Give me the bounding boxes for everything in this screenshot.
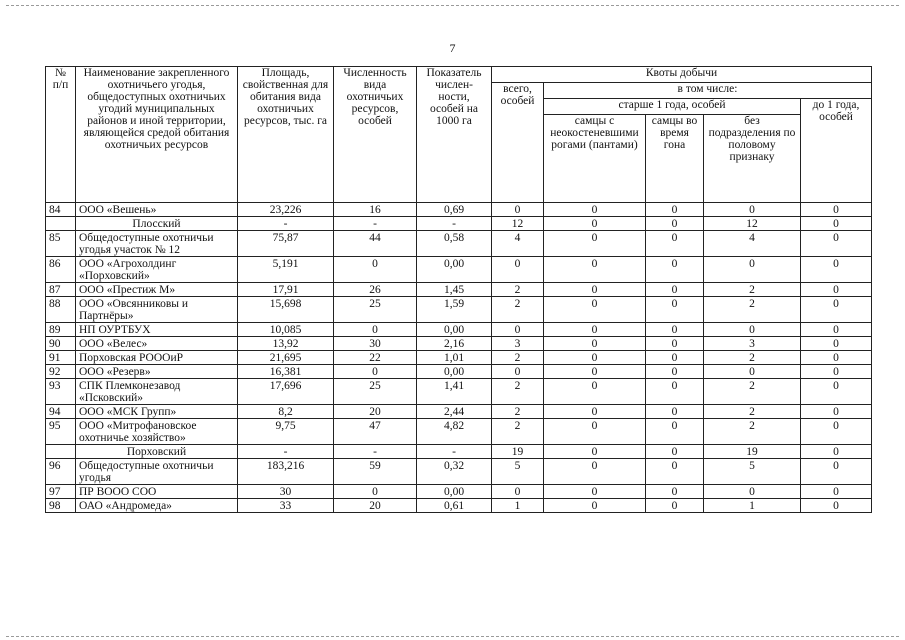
table-row bbox=[46, 459, 872, 485]
cell-males-antlers: 0 bbox=[544, 217, 646, 231]
cell-males-antlers: 0 bbox=[544, 365, 646, 379]
table-row bbox=[46, 499, 872, 513]
table-row bbox=[46, 297, 872, 323]
cell-up-to-1: 0 bbox=[801, 283, 872, 297]
cell-males-rut: 0 bbox=[646, 337, 704, 351]
cell-total: 4 bbox=[492, 231, 544, 257]
cell-males-antlers: 0 bbox=[544, 283, 646, 297]
cell-area: 10,085 bbox=[238, 323, 334, 337]
table-row bbox=[46, 203, 872, 217]
cell-up-to-1: 0 bbox=[801, 217, 872, 231]
cell-total: 0 bbox=[492, 323, 544, 337]
cell-index: 0,32 bbox=[417, 459, 492, 485]
cell-name: ООО «Велес» bbox=[76, 337, 238, 351]
cell-area: 9,75 bbox=[238, 419, 334, 445]
cell-males-antlers: 0 bbox=[544, 203, 646, 217]
cell-area: 183,216 bbox=[238, 459, 334, 485]
cell-males-rut: 0 bbox=[646, 499, 704, 513]
cell-count: 47 bbox=[334, 419, 417, 445]
cell-no-sex: 0 bbox=[704, 323, 801, 337]
cell-count: - bbox=[334, 445, 417, 459]
cell-total: 1 bbox=[492, 499, 544, 513]
cell-name: Порховская РОООиР bbox=[76, 351, 238, 365]
header-name: Наименование закрепленного охотничьего угодья, общедоступных охотничьих угодий муниципальных районов и иной территории, являющейся средой обитания охотничьих ресурсов bbox=[76, 67, 238, 203]
cell-up-to-1: 0 bbox=[801, 337, 872, 351]
cell-num: 84 bbox=[46, 203, 76, 217]
cell-males-rut: 0 bbox=[646, 323, 704, 337]
cell-name: ООО «Престиж М» bbox=[76, 283, 238, 297]
header-quotas: Квоты добычи bbox=[492, 67, 872, 83]
cell-males-rut: 0 bbox=[646, 379, 704, 405]
cell-num: 85 bbox=[46, 231, 76, 257]
cell-up-to-1: 0 bbox=[801, 405, 872, 419]
cell-up-to-1: 0 bbox=[801, 459, 872, 485]
cell-index: 0,00 bbox=[417, 485, 492, 499]
cell-area: 33 bbox=[238, 499, 334, 513]
header-including: в том числе: bbox=[544, 83, 872, 99]
cell-count: 25 bbox=[334, 379, 417, 405]
cell-up-to-1: 0 bbox=[801, 351, 872, 365]
cell-index: 2,16 bbox=[417, 337, 492, 351]
cell-count: 0 bbox=[334, 365, 417, 379]
cell-count: 0 bbox=[334, 485, 417, 499]
cell-count: 0 bbox=[334, 323, 417, 337]
cell-area: 30 bbox=[238, 485, 334, 499]
cell-num: 95 bbox=[46, 419, 76, 445]
cell-total: 0 bbox=[492, 257, 544, 283]
cell-index: 4,82 bbox=[417, 419, 492, 445]
cell-area: 21,695 bbox=[238, 351, 334, 365]
cell-area: 8,2 bbox=[238, 405, 334, 419]
cell-males-rut: 0 bbox=[646, 231, 704, 257]
cell-up-to-1: 0 bbox=[801, 203, 872, 217]
cell-up-to-1: 0 bbox=[801, 445, 872, 459]
cell-up-to-1: 0 bbox=[801, 365, 872, 379]
cell-no-sex: 0 bbox=[704, 257, 801, 283]
header-older: старше 1 года, особей bbox=[544, 99, 801, 115]
table-row bbox=[46, 257, 872, 283]
header-males-antlers: самцы с неокостеневшими рогами (пантами) bbox=[544, 115, 646, 203]
header-area: Площадь, свойственная для обитания вида охотничьих ресурсов, тыс. га bbox=[238, 67, 334, 203]
cell-num: 86 bbox=[46, 257, 76, 283]
cell-total: 0 bbox=[492, 485, 544, 499]
district-row bbox=[46, 217, 872, 231]
cell-num: 89 bbox=[46, 323, 76, 337]
cell-total: 0 bbox=[492, 365, 544, 379]
header-num: № п/п bbox=[46, 67, 76, 203]
cell-index: 1,01 bbox=[417, 351, 492, 365]
cell-no-sex: 2 bbox=[704, 419, 801, 445]
cell-up-to-1: 0 bbox=[801, 257, 872, 283]
cell-name: Плосский bbox=[76, 217, 238, 231]
cell-name: ПР ВООО СОО bbox=[76, 485, 238, 499]
cell-num: 96 bbox=[46, 459, 76, 485]
cell-males-rut: 0 bbox=[646, 297, 704, 323]
cell-no-sex: 2 bbox=[704, 297, 801, 323]
cell-name: Общедоступные охотничьи угодья участок № 12 bbox=[76, 231, 238, 257]
table-row bbox=[46, 283, 872, 297]
cell-name: ООО «МСК Групп» bbox=[76, 405, 238, 419]
quota-table bbox=[45, 66, 872, 513]
table-row bbox=[46, 337, 872, 351]
cell-num bbox=[46, 445, 76, 459]
cell-males-antlers: 0 bbox=[544, 231, 646, 257]
cell-males-antlers: 0 bbox=[544, 297, 646, 323]
cell-total: 0 bbox=[492, 203, 544, 217]
cell-area: 15,698 bbox=[238, 297, 334, 323]
cell-males-antlers: 0 bbox=[544, 337, 646, 351]
cell-males-antlers: 0 bbox=[544, 379, 646, 405]
cell-area: - bbox=[238, 217, 334, 231]
cell-males-antlers: 0 bbox=[544, 257, 646, 283]
header-up-to-1: до 1 года, особей bbox=[801, 99, 872, 203]
cell-count: 0 bbox=[334, 257, 417, 283]
cell-total: 2 bbox=[492, 283, 544, 297]
cell-count: 22 bbox=[334, 351, 417, 365]
cell-total: 2 bbox=[492, 419, 544, 445]
cell-total: 2 bbox=[492, 405, 544, 419]
header-index: Показатель числен-ности, особей на 1000 га bbox=[417, 67, 492, 203]
cell-males-rut: 0 bbox=[646, 459, 704, 485]
cell-index: 1,41 bbox=[417, 379, 492, 405]
cell-area: - bbox=[238, 445, 334, 459]
cell-name: ООО «Агрохолдинг «Порховский» bbox=[76, 257, 238, 283]
cell-index: 1,45 bbox=[417, 283, 492, 297]
cell-index: - bbox=[417, 445, 492, 459]
cell-males-antlers: 0 bbox=[544, 499, 646, 513]
cell-up-to-1: 0 bbox=[801, 379, 872, 405]
cell-num bbox=[46, 217, 76, 231]
cell-up-to-1: 0 bbox=[801, 499, 872, 513]
cell-name: ООО «Вешень» bbox=[76, 203, 238, 217]
cell-up-to-1: 0 bbox=[801, 297, 872, 323]
cell-count: 44 bbox=[334, 231, 417, 257]
cell-males-rut: 0 bbox=[646, 419, 704, 445]
cell-area: 75,87 bbox=[238, 231, 334, 257]
cell-total: 19 bbox=[492, 445, 544, 459]
cell-males-antlers: 0 bbox=[544, 445, 646, 459]
cell-males-antlers: 0 bbox=[544, 351, 646, 365]
cell-area: 5,191 bbox=[238, 257, 334, 283]
table-row bbox=[46, 485, 872, 499]
cell-index: 0,00 bbox=[417, 323, 492, 337]
cell-count: 25 bbox=[334, 297, 417, 323]
cell-males-rut: 0 bbox=[646, 445, 704, 459]
cell-count: 20 bbox=[334, 499, 417, 513]
table-row bbox=[46, 231, 872, 257]
cell-no-sex: 0 bbox=[704, 485, 801, 499]
cell-no-sex: 0 bbox=[704, 203, 801, 217]
cell-up-to-1: 0 bbox=[801, 231, 872, 257]
cell-total: 2 bbox=[492, 379, 544, 405]
cell-num: 98 bbox=[46, 499, 76, 513]
cell-count: 26 bbox=[334, 283, 417, 297]
cell-males-antlers: 0 bbox=[544, 405, 646, 419]
cell-males-rut: 0 bbox=[646, 405, 704, 419]
cell-index: 0,61 bbox=[417, 499, 492, 513]
cell-index: 0,69 bbox=[417, 203, 492, 217]
cell-males-rut: 0 bbox=[646, 257, 704, 283]
cell-num: 94 bbox=[46, 405, 76, 419]
cell-name: ООО «Митрофановское охотничье хозяйство» bbox=[76, 419, 238, 445]
cell-up-to-1: 0 bbox=[801, 485, 872, 499]
cell-num: 90 bbox=[46, 337, 76, 351]
cell-males-rut: 0 bbox=[646, 485, 704, 499]
header-males-rut: самцы во время гона bbox=[646, 115, 704, 203]
page-number: 7 bbox=[449, 41, 456, 55]
cell-no-sex: 4 bbox=[704, 231, 801, 257]
table-header bbox=[46, 67, 872, 203]
cell-males-antlers: 0 bbox=[544, 419, 646, 445]
cell-no-sex: 2 bbox=[704, 283, 801, 297]
cell-index: 0,00 bbox=[417, 257, 492, 283]
cell-total: 2 bbox=[492, 297, 544, 323]
cell-name: Порховский bbox=[76, 445, 238, 459]
cell-no-sex: 3 bbox=[704, 337, 801, 351]
header-count: Численность вида охотничьих ресурсов, особей bbox=[334, 67, 417, 203]
cell-num: 92 bbox=[46, 365, 76, 379]
cell-total: 3 bbox=[492, 337, 544, 351]
cell-num: 97 bbox=[46, 485, 76, 499]
cell-no-sex: 12 bbox=[704, 217, 801, 231]
cell-index: 2,44 bbox=[417, 405, 492, 419]
cell-num: 87 bbox=[46, 283, 76, 297]
table-body bbox=[46, 203, 872, 513]
scan-edge-top bbox=[6, 5, 899, 6]
cell-no-sex: 2 bbox=[704, 379, 801, 405]
cell-males-rut: 0 bbox=[646, 283, 704, 297]
cell-no-sex: 2 bbox=[704, 405, 801, 419]
cell-males-rut: 0 bbox=[646, 203, 704, 217]
cell-area: 23,226 bbox=[238, 203, 334, 217]
table-row bbox=[46, 351, 872, 365]
cell-area: 17,91 bbox=[238, 283, 334, 297]
cell-count: 30 bbox=[334, 337, 417, 351]
table-row bbox=[46, 405, 872, 419]
cell-no-sex: 1 bbox=[704, 499, 801, 513]
cell-no-sex: 2 bbox=[704, 351, 801, 365]
cell-name: Общедоступные охотничьи угодья bbox=[76, 459, 238, 485]
cell-index: 0,00 bbox=[417, 365, 492, 379]
cell-no-sex: 0 bbox=[704, 365, 801, 379]
cell-up-to-1: 0 bbox=[801, 323, 872, 337]
cell-count: 20 bbox=[334, 405, 417, 419]
cell-num: 88 bbox=[46, 297, 76, 323]
header-no-sex: без подразделения по половому признаку bbox=[704, 115, 801, 203]
cell-area: 16,381 bbox=[238, 365, 334, 379]
cell-num: 93 bbox=[46, 379, 76, 405]
cell-no-sex: 19 bbox=[704, 445, 801, 459]
table-row bbox=[46, 419, 872, 445]
table-row bbox=[46, 379, 872, 405]
cell-males-rut: 0 bbox=[646, 217, 704, 231]
cell-no-sex: 5 bbox=[704, 459, 801, 485]
table-row bbox=[46, 365, 872, 379]
cell-num: 91 bbox=[46, 351, 76, 365]
cell-total: 5 bbox=[492, 459, 544, 485]
cell-total: 2 bbox=[492, 351, 544, 365]
cell-name: ООО «Резерв» bbox=[76, 365, 238, 379]
cell-name: СПК Племконезавод «Псковский» bbox=[76, 379, 238, 405]
cell-males-rut: 0 bbox=[646, 365, 704, 379]
cell-up-to-1: 0 bbox=[801, 419, 872, 445]
cell-males-rut: 0 bbox=[646, 351, 704, 365]
scan-edge-bottom bbox=[6, 636, 899, 637]
cell-index: - bbox=[417, 217, 492, 231]
cell-count: - bbox=[334, 217, 417, 231]
cell-count: 16 bbox=[334, 203, 417, 217]
cell-males-antlers: 0 bbox=[544, 459, 646, 485]
header-total: всего, особей bbox=[492, 83, 544, 203]
cell-area: 13,92 bbox=[238, 337, 334, 351]
district-row bbox=[46, 445, 872, 459]
cell-area: 17,696 bbox=[238, 379, 334, 405]
cell-count: 59 bbox=[334, 459, 417, 485]
cell-name: ОАО «Андромеда» bbox=[76, 499, 238, 513]
cell-total: 12 bbox=[492, 217, 544, 231]
table-row bbox=[46, 323, 872, 337]
cell-name: НП ОУРТБУХ bbox=[76, 323, 238, 337]
cell-index: 1,59 bbox=[417, 297, 492, 323]
cell-males-antlers: 0 bbox=[544, 485, 646, 499]
cell-males-antlers: 0 bbox=[544, 323, 646, 337]
cell-name: ООО «Овсянниковы и Партнёры» bbox=[76, 297, 238, 323]
cell-index: 0,58 bbox=[417, 231, 492, 257]
